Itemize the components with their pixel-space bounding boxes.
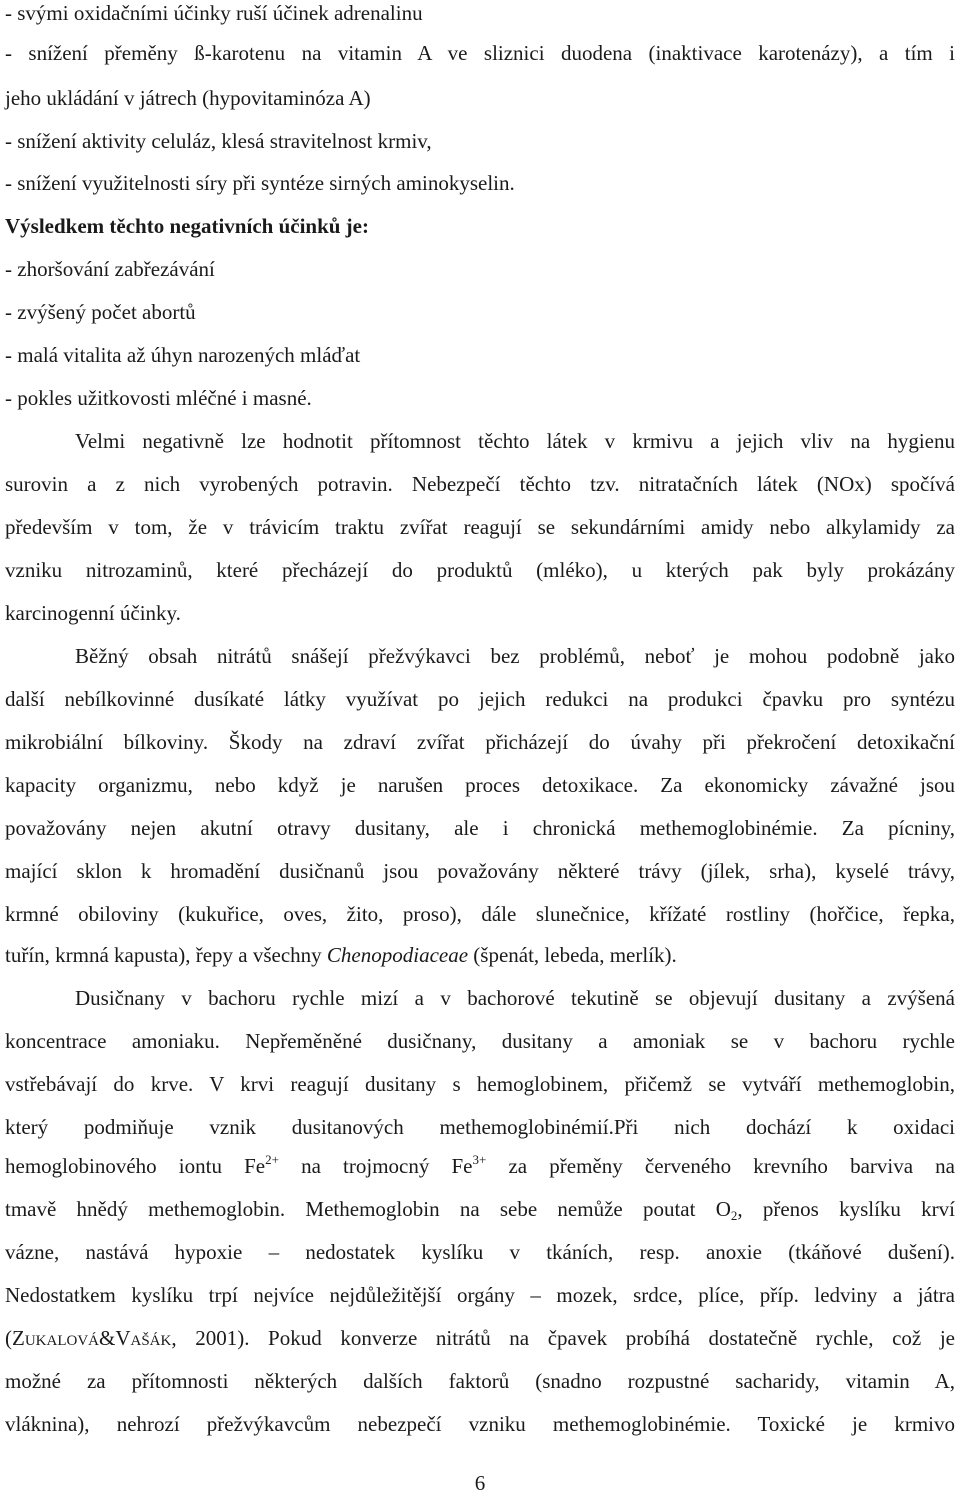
text-line: považovány nejen akutní otravy dusitany, ale i chronická methemoglobinémie. Za pícniny, — [5, 816, 955, 840]
text-line: kapacity organizmu, nebo když je narušen proces detoxikace. Za ekonomicky závažné jsou — [5, 773, 955, 797]
superscript: 2+ — [265, 1152, 279, 1167]
page-number: 6 — [474, 1471, 486, 1495]
text-line: - snížení aktivity celuláz, klesá stravitelnost krmiv, — [5, 129, 432, 153]
text-segment: za přeměny červeného krevního barviva na — [486, 1154, 955, 1178]
text-line: mající sklon k hromadění dusičnanů jsou považovány některé trávy (jílek, srha), kyselé trávy, — [5, 859, 955, 883]
text-line: vstřebávají do krve. V krvi reagují dusitany s hemoglobinem, přičemž se vytváří methemoglobin, — [5, 1072, 955, 1096]
text-segment: hemoglobinového iontu Fe — [5, 1154, 266, 1178]
text-line: karcinogenní účinky. — [5, 601, 181, 625]
section-heading: Výsledkem těchto negativních účinků je: — [5, 214, 369, 238]
text-line: Běžný obsah nitrátů snášejí přežvýkavci bez problémů, neboť je mohou podobně jako — [75, 644, 955, 668]
text-line: především v tom, že v trávicím traktu zvířat reagují se sekundárními amidy nebo alkylamidy za — [5, 515, 955, 539]
author-name-smallcaps: UKALOVÁ — [24, 1333, 99, 1349]
text-line: který podmiňuje vznik dusitanových methemoglobinémií.Při nich dochází k oxidaci — [5, 1115, 955, 1139]
text-line — [5, 1325, 955, 1351]
text-line: vzniku nitrozaminů, které přecházejí do produktů (mléko), u kterých pak byly prokázány — [5, 558, 955, 582]
list-item: - zhoršování zabřezávání — [5, 257, 215, 281]
list-item: - zvýšený počet abortů — [5, 300, 196, 324]
author-name-smallcaps: AŠÁK — [130, 1333, 172, 1349]
text-segment: (špenát, lebeda, merlík). — [468, 943, 677, 967]
text-line: jeho ukládání v játrech (hypovitaminóza A) — [5, 86, 371, 110]
text-segment: (Z — [5, 1326, 25, 1350]
text-line: vázne, nastává hypoxie – nedostatek kyslíku v tkáních, resp. anoxie (tkáňové dušení). — [5, 1240, 955, 1264]
text-line: koncentrace amoniaku. Nepřeměněné dusičnany, dusitany a amoniak se v bachoru rychle — [5, 1029, 955, 1053]
text-line: krmné obiloviny (kukuřice, oves, žito, proso), dále slunečnice, křížaté rostliny (hořčice, řepka, — [5, 902, 955, 926]
taxon-name: Chenopodiaceae — [326, 943, 469, 967]
text-line: Velmi negativně lze hodnotit přítomnost těchto látek v krmivu a jejich vliv na hygienu — [75, 429, 955, 453]
text-segment: &V — [99, 1326, 131, 1350]
text-line — [5, 1153, 955, 1179]
text-line: surovin a z nich vyrobených potravin. Nebezpečí těchto tzv. nitratačních látek (NOx) spočívá — [5, 472, 955, 496]
text-line: možné za přítomnosti některých dalších faktorů (snadno rozpustné sacharidy, vitamin A, — [5, 1369, 955, 1393]
text-line — [5, 942, 677, 968]
text-segment: tuřín, krmná kapusta), řepy a všechny — [5, 943, 327, 967]
text-line: vláknina), nehrozí přežvýkavcům nebezpečí vzniku methemoglobinémie. Toxické je krmivo — [5, 1412, 955, 1436]
text-segment: na trojmocný Fe — [278, 1154, 473, 1178]
text-line: další nebílkovinné dusíkaté látky využívat po jejich redukci na produkci čpavku pro syntézu — [5, 687, 955, 711]
list-item: - pokles užitkovosti mléčné i masné. — [5, 386, 312, 410]
subscript: 2 — [730, 1208, 738, 1223]
text-segment: , přenos kyslíku krví — [737, 1197, 956, 1221]
text-line — [5, 1196, 955, 1222]
text-line: - svými oxidačními účinky ruší účinek adrenalinu — [5, 1, 423, 25]
text-line: mikrobiální bílkoviny. Škody na zdraví zvířat přicházejí do úvahy při překročení detoxikační — [5, 730, 955, 754]
text-line: Nedostatkem kyslíku trpí nejvíce nejdůležitější orgány – mozek, srdce, plíce, příp. ledviny a játra — [5, 1283, 955, 1307]
text-line: - snížení přeměny ß-karotenu na vitamin A ve sliznici duodena (inaktivace karotenázy), a tím i — [5, 41, 955, 65]
superscript: 3+ — [472, 1152, 487, 1167]
text-segment: tmavě hnědý methemoglobin. Methemoglobin na sebe nemůže poutat O — [5, 1197, 731, 1221]
list-item: - malá vitalita až úhyn narozených mláďat — [5, 343, 361, 367]
text-line: - snížení využitelnosti síry při syntéze sirných aminokyselin. — [5, 171, 515, 195]
text-line: Dusičnany v bachoru rychle mizí a v bachorové tekutině se objevují dusitany a zvýšená — [75, 986, 955, 1010]
text-segment: , 2001). Pokud konverze nitrátů na čpavek probíhá dostatečně rychle, což je — [171, 1326, 955, 1350]
